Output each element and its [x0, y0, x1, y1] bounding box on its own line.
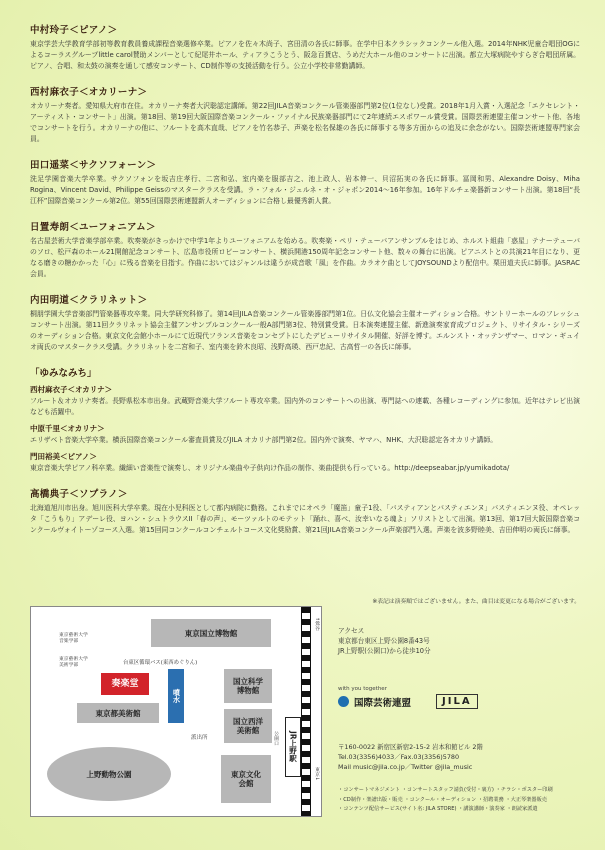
org-name: 国際芸術連盟 [354, 697, 412, 709]
member-nishimura [30, 384, 580, 418]
map-to-tokyo: 東京↓ [314, 767, 319, 781]
bio-title: 日置寿朗＜ユーフォニアム＞ [30, 222, 156, 233]
bio-title: 中村玲子＜ピアノ＞ [30, 25, 118, 36]
org-logo: JILA [436, 694, 478, 709]
member-title: 門田裕美＜ピアノ＞ [30, 452, 97, 461]
contact-tel: Tel.03(3356)4033／Fax.03(3356)5780 [338, 753, 460, 761]
bio-takahashi [30, 486, 580, 536]
service-line: ・コンテンツ配信サービス(サイト名: JILA STORE) ・講演講師・演奏家 ・朗読家派遣 [338, 806, 538, 812]
member-nakahara [30, 423, 580, 446]
bio-text: オカリーナ奏者。愛知県大府市在住。オカリーナ奏者大沢聡認定講師。第22回JILA音楽コンクール管楽器部門第2位(1位なし)受賞。2018年1月入賞・入選記念「エクセレント・アーティスト・コンサート」出演。第18回、第19回大阪国際音楽コンクール・ファイナル民族楽器部門にて2年連続エスポワール賞受賞。国際芸術連盟主催コンサート他、各地でコンサートを行う。オカリーナの他に、フルートを高木直哉、ピアノを竹名恭子、声楽を松名保雄の各氏に師事する等多方面からの追及に余念がない。国際芸術連盟専門家会員。 [30, 102, 580, 143]
map-tokyo-metropolitan-art-museum: 東京都美術館 [77, 703, 159, 723]
access-label: アクセス [338, 627, 365, 635]
map-western-art-museum: 国立西洋 美術館 [224, 709, 272, 743]
service-line: ・CD制作・楽譜出版・販売 ・コンクール・オーディション ・招聘業務 ・大正琴楽器販売 [338, 796, 547, 803]
group-yuminamichi [30, 365, 580, 474]
services-list [338, 786, 588, 815]
bio-taguchi [30, 157, 580, 207]
performer-bios [30, 22, 580, 548]
bio-nakamura [30, 22, 580, 72]
access-address: 東京都台東区上野公園8番43号 [338, 637, 430, 645]
member-text: 東京音楽大学ピアノ科卒業。繊細い音楽性で演奏し、オリジナル楽曲や子供向け作品の制作、楽曲提供も行っている。http://deepseabar.jp/yumikadota/ [30, 464, 510, 472]
map-park-exit: 公園口 [273, 731, 278, 746]
map-fountain: 噴水 [168, 669, 184, 723]
map-to-uguisudani: ↑鶯谷 [314, 617, 319, 631]
group-title: 「ゆみなみち」 [30, 368, 97, 379]
bio-text: 桐朋学園大学音楽部門管楽器専攻卒業。同大学研究科修了。第14回JILA音楽コンクール管楽器部門第1位。日仏文化協会主催オーディション合格。サントリーホールのフレッシュコンサート出演。第11回クラリネット協会主催アンサンブルコンクール一般A部門第3位、特別賞受賞。日本演奏連盟主催、新進演奏家育成プロジェクト、リサイタル・シリーズのオーディション合格。東京文化会館小ホールにて近現代フランス音楽をコンセプトにしたデビューリサイタル開催、好評を博す。エルンスト・オッテンザマー、ロマン・ギュイオ両氏のマスタークラス受講。クラリネットを二宮和子、室内楽を鈴木良昭、浅野高瑛、西戸忠紀、古高哲一の各氏に師事。 [30, 310, 580, 351]
bio-title: 田口遥菜＜サクソフォーン＞ [30, 160, 157, 171]
map-bus-label: 台東区循環バス(東西めぐりん) [123, 660, 198, 666]
bio-text: 北海道旭川市出身。旭川医科大学卒業。現在小児科医として都内病院に勤務。これまでにオペラ「魔笛」童子1役、「バスティアンとバスティエンヌ」バスティエンヌ役、オペレッタ「こうもり」アデーレ役、ヨハン・シュトラウスII「春の声」、モーツァルトのモテット「踊れ、喜べ、汝幸いなる魂よ」ソリストとして出演。第13回、第17回大阪国際音楽コンクールヴォイトーゾコース入選。第15回同コンクールコンチェルトコース文化奨励賞、第21回JILA音楽コンクール声楽部門入選。声楽を波多野睦美、吉田伸明の両氏に師事。 [30, 504, 580, 534]
bio-hioki [30, 219, 580, 280]
map-ueno-zoo: 上野動物公園 [47, 747, 171, 801]
member-text: エリザベト音楽大学卒業。横浜国際音楽コンクール審査員賞及びJILA オカリナ部門第2位。国内外で演奏、ヤマハ、NHK、大沢聡認定各オカリナ講師。 [30, 436, 498, 444]
bio-title: 西村麻衣子＜オカリーナ＞ [30, 87, 148, 98]
org-tagline: with you together [338, 686, 387, 692]
bio-title: 内田明道＜クラリネット＞ [30, 295, 148, 306]
map-police-box: 派出所 [191, 735, 208, 741]
map-music-univ: 東京藝術大学 音楽学部 [59, 633, 88, 644]
bio-title: 高橋典子＜ソプラノ＞ [30, 489, 128, 500]
map-bunka-kaikan: 東京文化 会館 [221, 755, 271, 803]
bio-text: 名古屋芸術大学音楽学部卒業。吹奏楽がきっかけで中学1年よりユーフォニアムを始める。吹奏楽・ペリ・テューバアンサンブルをはじめ、ホルスト組曲「惑星」テナーテューバのソロ、松戸森のホール21開館記念コンサート、広島市役所ロビーコンサート、横浜開港150周年記念コンサート他、数々の舞台に出演。ピアニストとの共演21年目になり、更なる磨きの糖かかった「心」に残る音楽を目指す。作曲においてはジャンルは違うが成音歌「風」を作曲。カラオケ曲としてJOYSOUNDより配信中。栗田道夫氏に師事。JASRAC会員。 [30, 237, 580, 278]
map-jr-ueno-station: JR上野駅 [285, 717, 301, 777]
member-kadota [30, 451, 580, 474]
bio-text: 東京学芸大学教育学部初等教育教員養成課程音楽選修卒業。ピアノを佐々木尚子、宮田清の各氏に師事。在学中日本クラシックコンクール他入選。2014年NHK児童合唱団OGによるコーラスグループlittle carol賛助メンバーとして紀尾井ホール、ティアラこうとう、阪急百貨店、うめだ大ホール他のコンサートに出演。都立大塚病院やすらぎ合唱団所属。ピアノ、合唱、和太鼓の演奏を通して感安コンサート、CD制作等の支援活動を行う。公立小学校非常勤講師。 [30, 40, 580, 70]
map-science-museum: 国立科学 博物館 [224, 669, 272, 703]
bio-nishimura [30, 84, 580, 145]
org-emblem-icon [338, 696, 349, 707]
contact-address: 〒160-0022 新宿区新宿2-15-2 岩本和館ビル 2階 [338, 743, 483, 751]
access-route: JR上野駅(公園口)から徒歩10分 [338, 647, 431, 655]
service-line: ・コンサートマネジメント ・コンサートスタッフ請負(受付・裏方) ・チラシ・ポスター印刷 [338, 787, 553, 793]
contact-mail: Mail music@jila.co.jp／Twitter @jila_music [338, 763, 473, 771]
map-railway-line [301, 607, 311, 816]
member-title: 西村麻衣子＜オカリナ＞ [30, 385, 113, 394]
organizer-block [338, 686, 588, 709]
member-text: フルート＆オカリナ奏者。長野県松本市出身。武蔵野音楽大学フルート専攻卒業。国内外のコンサートへの出演、専門誌への連載、各種レコーディングに参加。近年はテレビ出演なども活躍中。 [30, 397, 580, 416]
member-title: 中原千里＜オカリナ＞ [30, 424, 105, 433]
access-info [338, 626, 588, 656]
bio-uchida [30, 292, 580, 353]
bio-text: 洗足学園音楽大学卒業。サクソフォンを坂吉庄孝行、二宮和弘、室内楽を服部吉之、池上政人、岩本伸一、貝沼拓実の各氏に師事。冨岡和男、Alexandre Doisy、Miha Rogina、Vincent David、Philippe Geissのマスタークラスを受講。ラ・フォル・ジュルネ・オ・ジャポン2014～16年参加。16年ドルチェ楽器新コンサート出演。第18回“長江杯”国際音楽コンクール第2位。第55回国際芸術連盟新人オーディションに合格し最優秀新人賞。 [30, 175, 580, 205]
contact-block [338, 742, 588, 772]
program-notice: ※表記は演奏順ではございません。また、曲目は変更になる場合がございます。 [372, 599, 580, 605]
map-sogakudo-venue: 奏楽堂 [101, 673, 149, 695]
access-map [30, 606, 322, 817]
map-national-museum: 東京国立博物館 [151, 619, 271, 647]
map-art-univ: 東京藝術大学 美術学部 [59, 657, 88, 668]
